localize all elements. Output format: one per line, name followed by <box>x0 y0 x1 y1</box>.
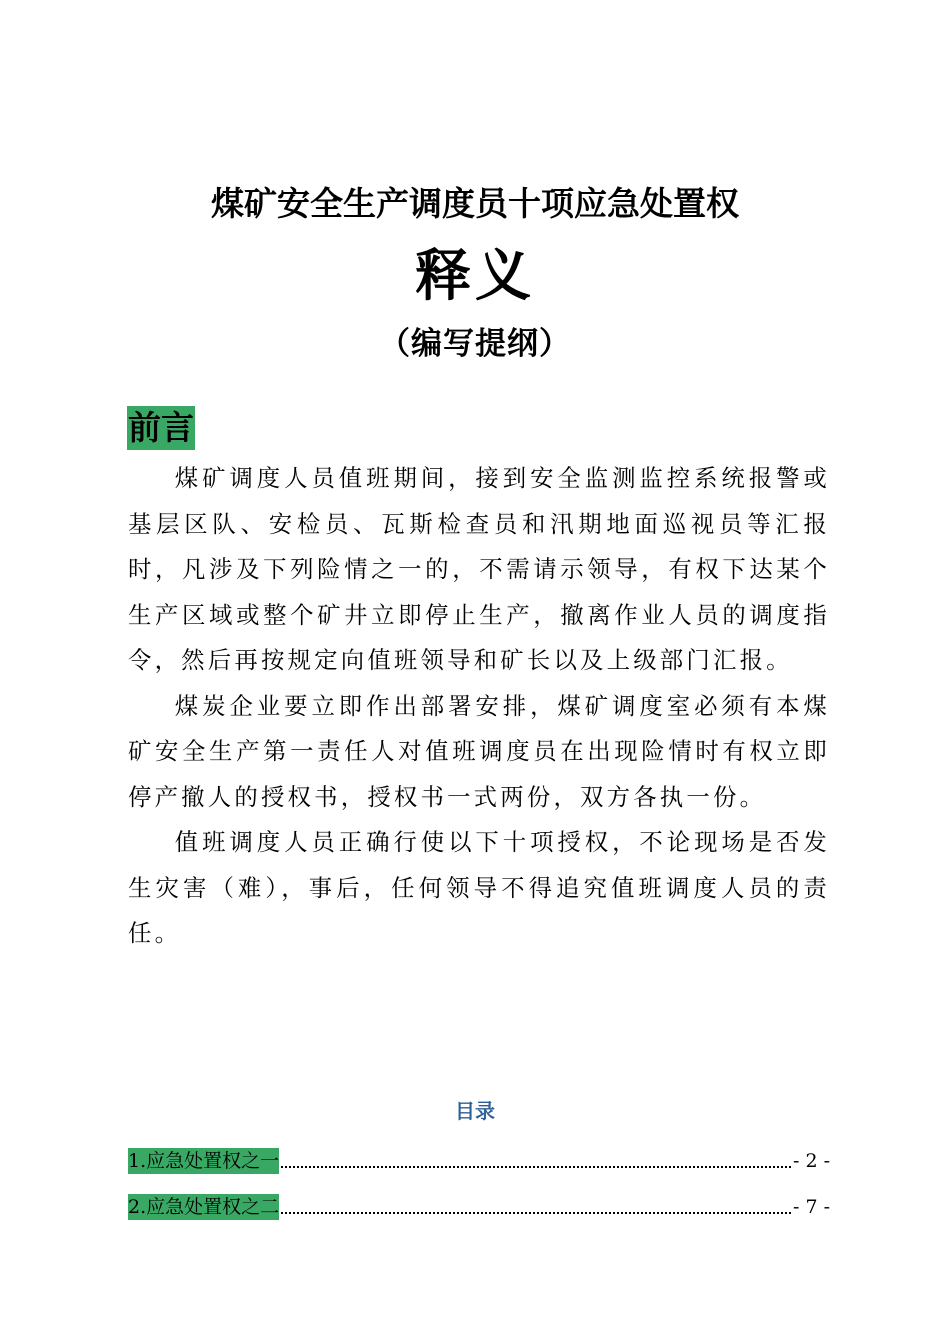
document-subtitle: （编写提纲） <box>379 326 571 362</box>
toc-entry-label[interactable]: 1.应急处置权之一 <box>128 1150 280 1172</box>
toc-entry[interactable] <box>128 1146 830 1174</box>
toc-entry-page: - 2 - <box>792 1150 830 1172</box>
preface-paragraph-1: 煤矿调度人员值班期间，接到安全监测监控系统报警或基层区队、安检员、瓦斯检查员和汛期地面巡视员等汇报时，凡涉及下列险情之一的，不需请示领导，有权下达某个生产区域或整个矿井立即停止生产，撤离作业人员的调度指令，然后再按规定向值班领导和矿长以及上级部门汇报。 <box>128 464 830 674</box>
toc-entry-label[interactable]: 2.应急处置权之二 <box>128 1196 280 1218</box>
preface-heading: 前言 <box>127 406 195 450</box>
document-title: 煤矿安全生产调度员十项应急处置权 <box>211 184 739 223</box>
toc-entry[interactable] <box>128 1192 830 1220</box>
preface-paragraph-3: 值班调度人员正确行使以下十项授权，不论现场是否发生灾害（难），事后，任何领导不得追究值班调度人员的责任。 <box>128 828 830 947</box>
toc-leader-dots <box>281 1211 791 1214</box>
preface-paragraph-2: 煤炭企业要立即作出部署安排，煤矿调度室必须有本煤矿安全生产第一责任人对值班调度员在出现险情时有权立即停产撤人的授权书，授权书一式两份，双方各执一份。 <box>128 691 830 811</box>
toc-title: 目录 <box>455 1099 495 1123</box>
preface-body <box>128 456 830 957</box>
document-title-main: 释义 <box>415 243 535 309</box>
toc-leader-dots <box>281 1165 791 1168</box>
toc-entry-page: - 7 - <box>792 1196 830 1218</box>
